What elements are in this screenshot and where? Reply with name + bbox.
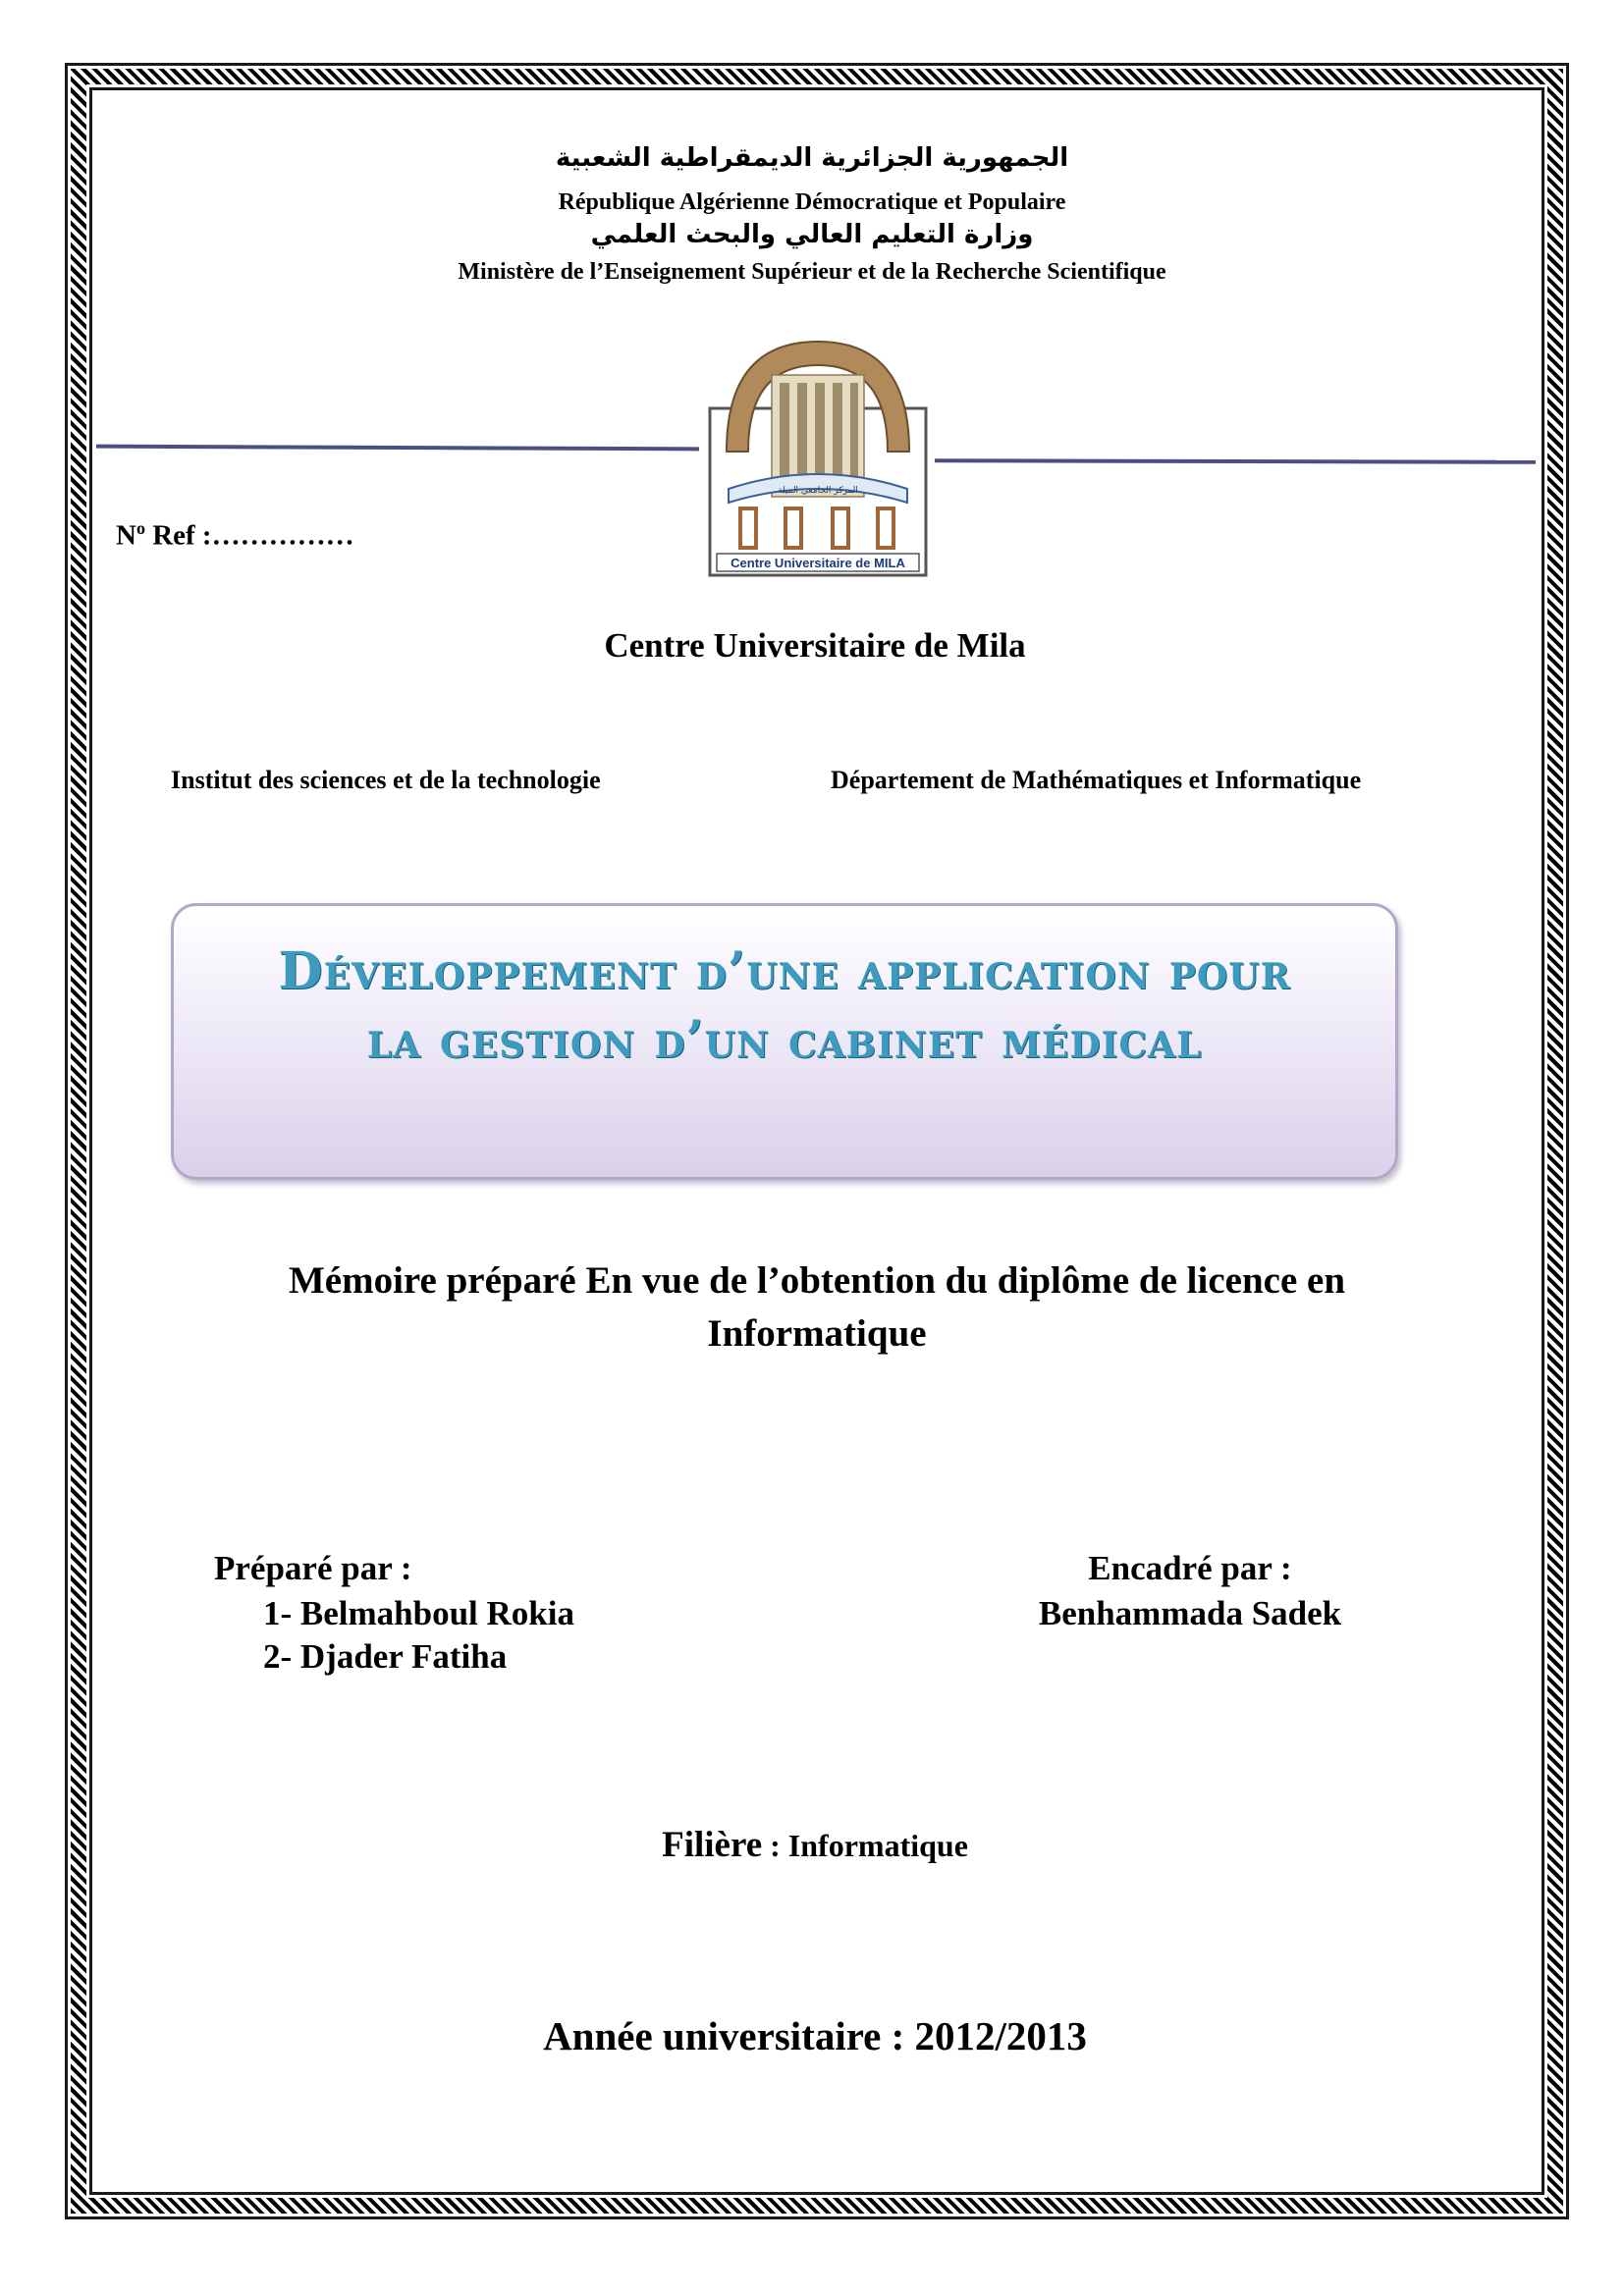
ministry-arabic: وزارة التعليم العالي والبحث العلمي	[590, 220, 1034, 249]
logo-caption: Centre Universitaire de MILA	[731, 556, 905, 570]
thesis-title-line-1: Développement d’une application pour	[278, 941, 1291, 1001]
ref-rest: Ref :……………	[144, 519, 354, 552]
logo-arabic-caption: المركز الجامعي الميلة	[778, 486, 858, 496]
ministry-french: Ministère de l’Enseignement Supérieur et de la Recherche Scientifique	[458, 259, 1166, 285]
thesis-title-line-2: la gestion d’un cabinet médical	[366, 1010, 1203, 1070]
university-name: Centre Universitaire de Mila	[604, 626, 1026, 665]
academic-year: Année universitaire : 2012/2013	[543, 2013, 1087, 2058]
republic-french: République Algérienne Démocratique et Populaire	[558, 189, 1066, 215]
ref-sup: o	[135, 518, 145, 538]
memoire-line-2: Informatique	[707, 1312, 927, 1355]
republic-arabic: الجمهورية الجزائرية الديمقراطية الشعبية	[555, 143, 1069, 173]
memoire-line-1: Mémoire préparé En vue de l’obtention du diplôme de licence en	[288, 1259, 1346, 1302]
filiere-value: : Informatique	[762, 1828, 968, 1863]
institute-name: Institut des sciences et de la technologie	[171, 766, 601, 794]
author-1: 1- Belmahboul Rokia	[263, 1594, 574, 1632]
author-2: 2- Djader Fatiha	[263, 1637, 508, 1676]
department-name: Département de Mathématiques et Informatique	[831, 766, 1362, 794]
reference-number	[116, 518, 354, 553]
filiere-label: Filière	[662, 1825, 763, 1865]
ref-n: N	[116, 519, 136, 552]
supervisor-name: Benhammada Sadek	[1038, 1594, 1342, 1632]
title-box	[171, 903, 1398, 1180]
university-logo-icon	[707, 324, 929, 577]
supervised-by-label: Encadré par :	[1088, 1549, 1292, 1587]
filiere	[0, 1824, 1624, 1866]
university-logo	[707, 324, 929, 577]
prepared-by-label: Préparé par :	[214, 1549, 412, 1587]
